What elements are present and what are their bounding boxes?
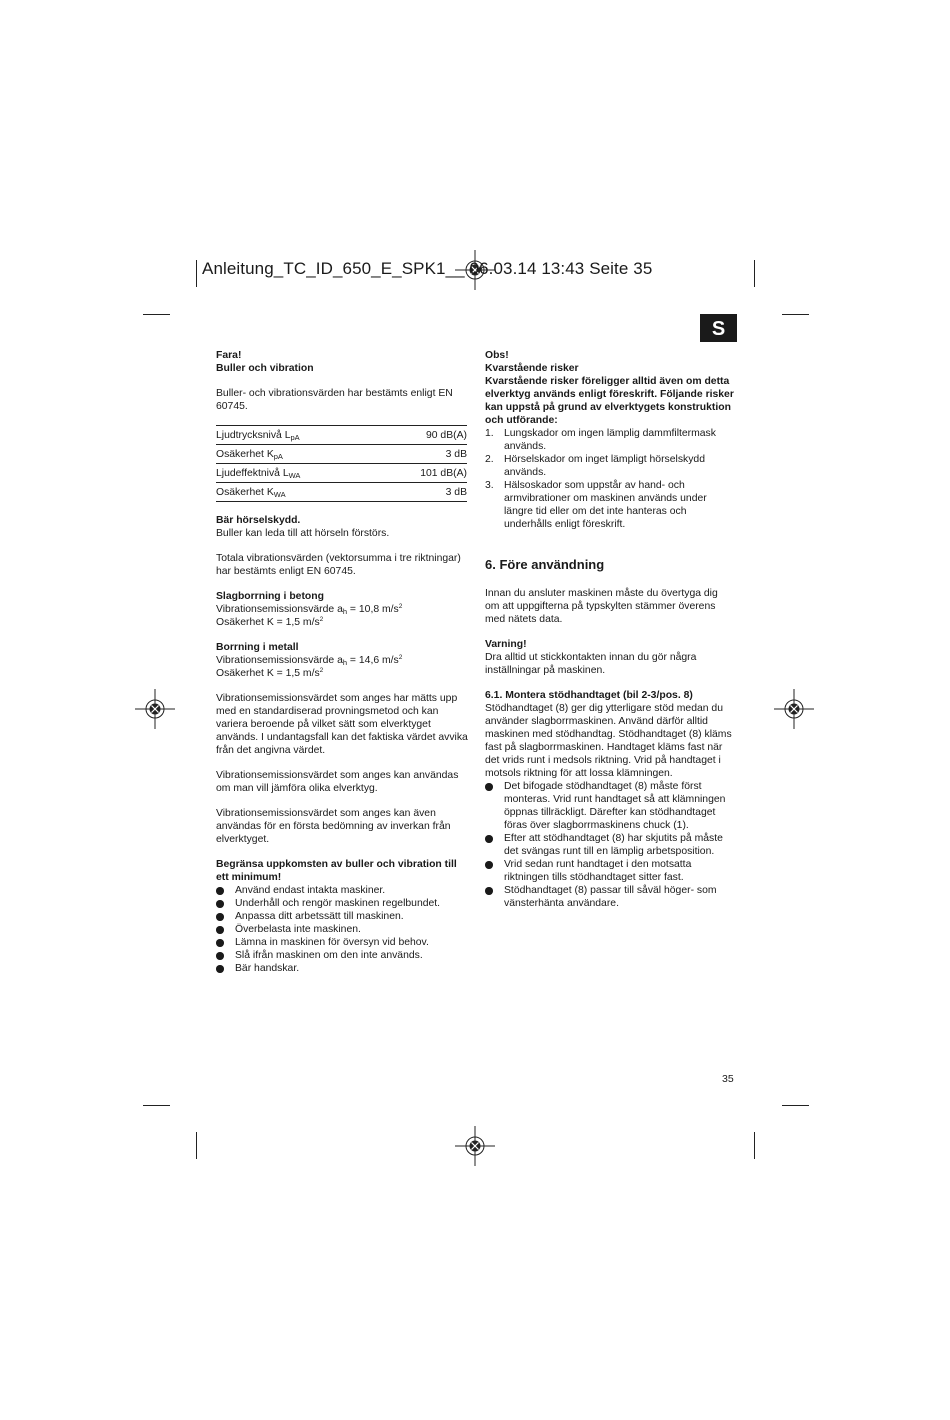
crop-mark (754, 260, 755, 287)
list-number: 1. (485, 428, 494, 439)
crop-mark (143, 314, 170, 315)
spec-row (216, 445, 467, 464)
metal-uncertainty: Osäkerhet K = 1,5 $m/s^2$ (216, 667, 324, 679)
impact-drilling-heading: Slagborrning i betong (216, 591, 324, 602)
metal-emission-value: Vibrationsemissionsvärde $a_h = 14,6$ $m/s^2$ (216, 654, 403, 667)
list-item: Anpassa ditt arbetssätt till maskinen. (216, 910, 468, 923)
handle-steps-list (485, 780, 735, 910)
crop-mark (782, 314, 809, 315)
list-number: 3. (485, 480, 494, 491)
spec-row (216, 483, 467, 502)
note-heading: Obs! (485, 350, 509, 361)
impact-emission-value: Vibrationsemissionsvärde $a_h = 10,8$ $m/s^2$ (216, 603, 403, 616)
handle-text: Stödhandtaget (8) ger dig ytterligare stöd medan du använder slagborrmaskinen. Använd därför alltid maskinen med stödhandtag. Stödhandtaget (8) kläms fast på slagborrmaskinen. Handtaget kläms fast när det vrids runt i medsols riktning. Vrid på handtaget i motsols riktning för att lossa klämningen. (485, 703, 732, 779)
spec-value: 3 dB (445, 487, 467, 498)
spec-value: 101 dB(A) (420, 468, 467, 479)
emission-paragraph-1: Vibrationsemissionsvärdet som anges har mätts upp med en standardiserad provningsmetod och kan variera beroende på vilket sätt som elverktyget används. I undantagsfall kan det faktiska värdet avvika från det angivna värdet. (216, 693, 468, 756)
spec-label: Ljudeffektnivå $L_{WA}$ (216, 468, 301, 480)
list-item: Vrid sedan runt handtaget i den motsatta riktningen tills stödhandtaget sitter fast. (485, 858, 735, 884)
list-item (485, 427, 735, 453)
impact-uncertainty: Osäkerhet K = 1,5 $m/s^2$ (216, 616, 324, 628)
crop-mark (196, 1132, 197, 1159)
hearing-text: Buller kan leda till att hörseln förstörs. (216, 528, 390, 539)
list-number: 2. (485, 454, 494, 465)
metal-drilling-heading: Borrning i metall (216, 642, 299, 653)
intro-text: Buller- och vibrationsvärden har bestämts enligt EN 60745. (216, 388, 453, 412)
emission-paragraph-2: Vibrationsemissionsvärdet som anges kan användas om man vill jämföra olika elverktyg. (216, 770, 459, 794)
spec-value: 3 dB (445, 449, 467, 460)
residual-risks-intro: Kvarstående risker föreligger alltid även om detta elverktyg används enligt föreskrift. Följande risker kan uppstå på grund av elverktygets konstruktion och utförande: (485, 376, 734, 426)
language-tab: S (700, 314, 737, 342)
file-slug-header: Anleitung_TC_ID_650_E_SPK1__ 06.03.14 13:43 Seite 35 (202, 259, 653, 278)
crop-mark (782, 1105, 809, 1106)
spec-label: Osäkerhet $K_{pA}$ (216, 449, 283, 461)
hearing-protection-heading: Bär hörselskydd. (216, 515, 301, 526)
limit-noise-heading: Begränsa uppkomsten av buller och vibration till ett minimum! (216, 859, 457, 883)
residual-risks-heading: Kvarstående risker (485, 363, 579, 374)
left-column (216, 349, 468, 975)
registration-mark-icon (774, 689, 814, 729)
list-item: Efter att stödhandtaget (8) har skjutits på måste det svängas runt till en lämplig arbetsposition. (485, 832, 735, 858)
before-use-text: Innan du ansluter maskinen måste du övertyga dig om att uppgifterna på typskylten stämmer överens med nätets data. (485, 588, 718, 625)
spec-row (216, 464, 467, 483)
list-item-text: Hälsoskador som uppstår av hand- och armvibrationer om maskinen används under längre tid eller om det inte hanteras och underhålls enligt föreskrift. (504, 480, 707, 530)
spec-value: 90 dB(A) (425, 430, 467, 441)
noise-vibration-heading: Buller och vibration (216, 363, 314, 374)
list-item: Stödhandtaget (8) passar till såväl höger- som vänsterhänta användare. (485, 884, 735, 910)
crop-mark (143, 1105, 170, 1106)
page-number: 35 (722, 1073, 734, 1085)
list-item: Underhåll och rengör maskinen regelbundet. (216, 897, 468, 910)
list-item (485, 479, 735, 531)
list-item: Överbelasta inte maskinen. (216, 923, 468, 936)
spec-label: Ljudtrycksnivå $L_{pA}$ (216, 430, 300, 442)
list-item: Lämna in maskinen för översyn vid behov. (216, 936, 468, 949)
emission-paragraph-3: Vibrationsemissionsvärdet som anges kan även användas för en första bedömning av inverkan från elverktyget. (216, 808, 451, 845)
registration-mark-icon (455, 1126, 495, 1166)
warning-heading: Varning! (485, 639, 527, 650)
total-vibration-text: Totala vibrationsvärden (vektorsumma i tre riktningar) har bestämts enligt EN 60745. (216, 553, 461, 577)
danger-heading: Fara! (216, 350, 242, 361)
list-item: Använd endast intakta maskiner. (216, 884, 468, 897)
list-item (485, 453, 735, 479)
list-item: Det bifogade stödhandtaget (8) måste först monteras. Vrid runt handtaget så att klämningen öppnas tillräckligt. Därefter kan stödhandtaget föras över slagborrmaskinens chuck (1). (485, 780, 735, 832)
right-column (485, 349, 735, 910)
list-item-text: Lungskador om ingen lämplig dammfiltermask används. (504, 428, 716, 452)
list-item-text: Hörselskador om inget lämpligt hörselskydd används. (504, 454, 705, 478)
residual-risks-list (485, 427, 735, 531)
crop-mark (754, 1132, 755, 1159)
limit-noise-list (216, 884, 468, 975)
spec-table (216, 425, 467, 502)
list-item: Bär handskar. (216, 962, 468, 975)
section-heading-before-use: 6. Före användning (485, 557, 605, 572)
registration-mark-icon (135, 689, 175, 729)
list-item: Slå ifrån maskinen om den inte används. (216, 949, 468, 962)
spec-label: Osäkerhet $K_{WA}$ (216, 487, 286, 499)
crop-mark (196, 260, 197, 287)
warning-text: Dra alltid ut stickkontakten innan du gör några inställningar på maskinen. (485, 652, 697, 676)
subsection-heading-handle: 6.1. Montera stödhandtaget (bil 2-3/pos. 8) (485, 690, 693, 701)
spec-row (216, 426, 467, 445)
